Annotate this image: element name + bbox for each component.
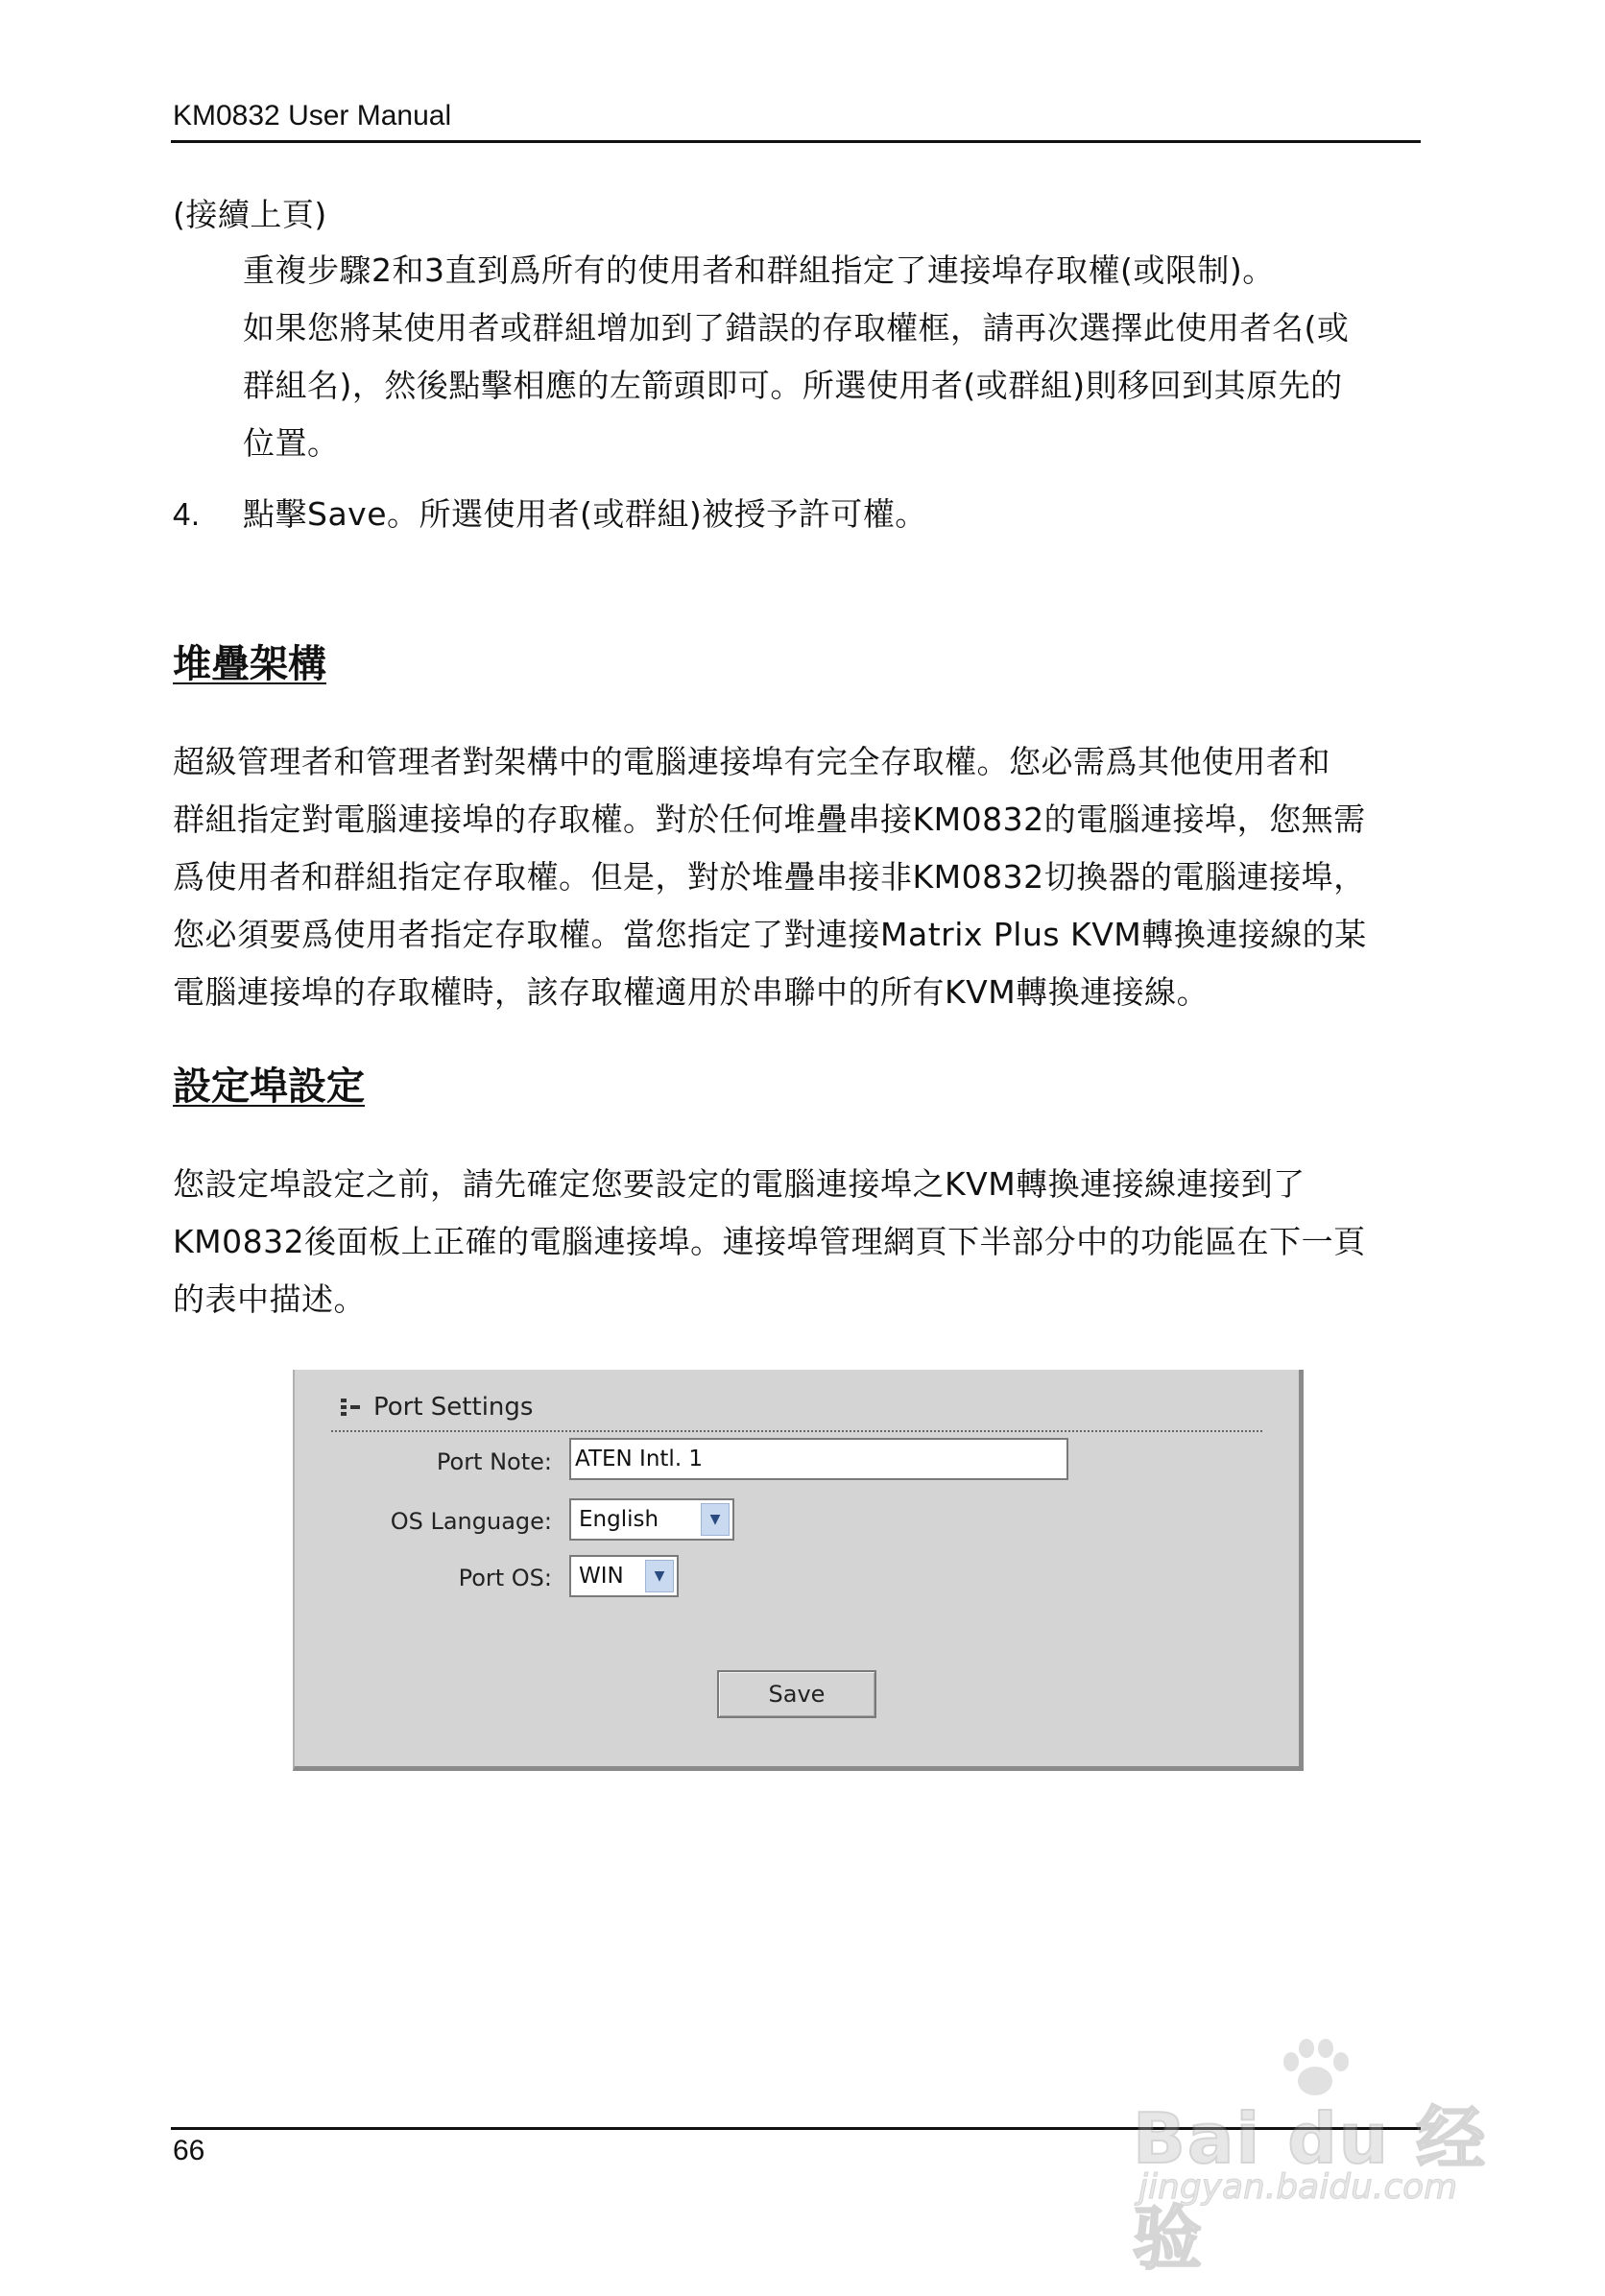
continued-label: (接續上頁) — [173, 196, 327, 233]
section-body-stack-architecture — [173, 733, 1425, 1021]
body-line: KM0832後面板上正確的電腦連接埠。連接埠管理網頁下半部分中的功能區在下一頁 — [173, 1223, 1366, 1260]
indent-line: 群組名)，然後點擊相應的左箭頭即可。所選使用者(或群組)則移回到其原先的 — [243, 367, 1343, 404]
os-language-value: English — [579, 1507, 659, 1532]
chevron-down-icon[interactable]: ▼ — [645, 1560, 674, 1592]
port-note-input[interactable] — [569, 1438, 1068, 1480]
header-title: KM0832 User Manual — [173, 100, 452, 132]
os-language-label: OS Language: — [390, 1508, 552, 1535]
header-rule — [171, 140, 1421, 143]
body-line: 電腦連接埠的存取權時，該存取權適用於串聯中的所有KVM轉換連接線。 — [173, 973, 1210, 1011]
section-heading-stack-architecture: 堆疊架構 — [173, 642, 326, 686]
panel-title: Port Settings — [373, 1393, 534, 1422]
watermark-url: jingyan.baidu.com — [1138, 2167, 1458, 2207]
port-os-label: Port OS: — [458, 1565, 552, 1591]
port-note-label: Port Note: — [436, 1448, 552, 1475]
step-4 — [173, 486, 927, 543]
panel-title-row — [341, 1391, 533, 1423]
body-line: 爲使用者和群組指定存取權。但是，對於堆疊串接非KM0832切換器的電腦連接埠， — [173, 858, 1366, 896]
baidu-watermark — [1133, 2035, 1497, 2279]
body-line: 超級管理者和管理者對架構中的電腦連接埠有完全存取權。您必需爲其他使用者和 — [173, 743, 1330, 780]
save-button[interactable]: Save — [717, 1670, 876, 1718]
indent-paragraph — [243, 242, 1424, 472]
indent-line: 重複步驟2和3直到爲所有的使用者和群組指定了連接埠存取權(或限制)。 — [243, 251, 1275, 289]
collapse-icon[interactable] — [341, 1397, 362, 1418]
step-text: 點擊Save。所選使用者(或群組)被授予許可權。 — [243, 495, 927, 533]
port-settings-panel-inner — [295, 1370, 1299, 1766]
body-line: 的表中描述。 — [173, 1280, 366, 1318]
body-line: 您設定埠設定之前，請先確定您要設定的電腦連接埠之KVM轉換連接線連接到了 — [173, 1165, 1306, 1203]
chevron-down-icon[interactable]: ▼ — [701, 1503, 730, 1536]
port-os-select[interactable] — [569, 1555, 679, 1597]
page-number: 66 — [173, 2135, 205, 2166]
port-settings-panel — [293, 1370, 1304, 1771]
indent-line: 位置。 — [243, 424, 340, 462]
body-line: 您必須要爲使用者指定存取權。當您指定了對連接Matrix Plus KVM轉換連接線的某 — [173, 916, 1367, 953]
body-line: 群組指定對電腦連接埠的存取權。對於任何堆疊串接KM0832的電腦連接埠，您無需 — [173, 801, 1366, 838]
port-os-value: WIN — [579, 1564, 624, 1589]
watermark-main: Bai du 经验 — [1133, 2098, 1488, 2279]
dotted-divider — [331, 1430, 1262, 1432]
indent-line: 如果您將某使用者或群組增加到了錯誤的存取權框，請再次選擇此使用者名(或 — [243, 309, 1350, 347]
os-language-select[interactable] — [569, 1498, 734, 1541]
step-number: 4. — [173, 496, 201, 532]
section-heading-port-settings: 設定埠設定 — [173, 1064, 365, 1109]
section-body-port-settings — [173, 1156, 1425, 1328]
